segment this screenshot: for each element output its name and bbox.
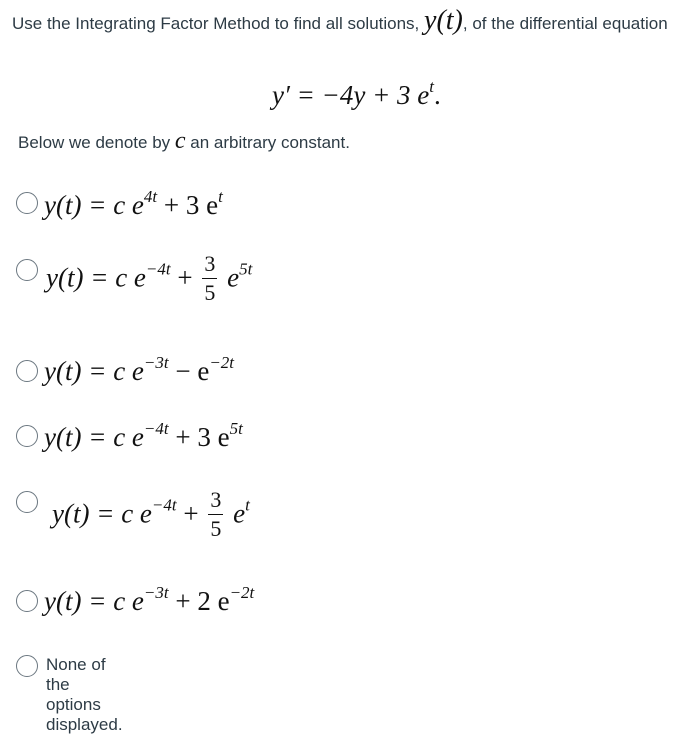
option-5-exp1: −4t: [151, 495, 177, 515]
option-2-tail: e: [220, 262, 240, 293]
option-6-exp1: −3t: [143, 583, 169, 602]
option-formula-5: [52, 487, 250, 542]
question-intro-before: Use the Integrating Factor Method to find all solutions,: [12, 14, 425, 33]
option-5-denominator: 5: [210, 516, 222, 541]
option-2-denominator: 5: [204, 280, 216, 305]
equation-exponent: t: [429, 77, 435, 96]
option-4-lhs: y(t) = c e: [44, 422, 144, 452]
option-6-exp2: −2t: [229, 583, 255, 602]
option-7-label: None of the options displayed.: [46, 655, 123, 734]
option-formula-1: [44, 187, 223, 221]
option-3-mid: − e: [168, 356, 210, 386]
option-4-exp2: 5t: [229, 419, 243, 438]
option-1-exp1: 4t: [143, 187, 158, 206]
radio-button-2[interactable]: [16, 259, 38, 281]
question-text: [12, 5, 696, 37]
radio-button-5[interactable]: [16, 491, 38, 513]
denote-after: an arbitrary constant.: [185, 133, 350, 152]
denote-before: Below we denote by: [18, 133, 175, 152]
option-formula-2: [46, 251, 253, 306]
option-5-numerator: 3: [208, 489, 223, 515]
option-2-fraction: [202, 253, 217, 304]
option-formula-4: [44, 419, 243, 453]
radio-button-3[interactable]: [16, 360, 38, 382]
radio-button-4[interactable]: [16, 425, 38, 447]
option-2-mid: +: [170, 262, 200, 293]
question-intro-after: , of the differential equation: [462, 14, 668, 33]
radio-button-6[interactable]: [16, 590, 38, 612]
radio-button-7[interactable]: [16, 655, 38, 677]
option-formula-3: [44, 353, 235, 387]
option-1-mid: + 3 e: [157, 190, 219, 220]
option-5-tail: e: [226, 498, 246, 529]
option-6-lhs: y(t) = c e: [44, 586, 144, 616]
option-1-exp2: t: [218, 187, 223, 206]
option-5-exp2: t: [245, 495, 250, 515]
option-3-exp2: −2t: [209, 353, 235, 372]
radio-button-1[interactable]: [16, 192, 38, 214]
equation-period: .: [434, 80, 441, 110]
option-5-lhs: y(t) = c e: [52, 498, 152, 529]
option-4-mid: + 3 e: [168, 422, 230, 452]
option-formula-6: [44, 583, 255, 617]
option-2-exp2: 5t: [239, 259, 253, 279]
option-5-mid: +: [176, 498, 206, 529]
option-3-lhs: y(t) = c e: [44, 356, 144, 386]
equation-main: y′ = −4y + 3 e: [272, 80, 430, 110]
question-function: y(t): [424, 5, 463, 36]
constant-note: [18, 128, 350, 155]
option-4-exp1: −4t: [143, 419, 169, 438]
option-5-fraction: [208, 489, 223, 540]
option-3-exp1: −3t: [143, 353, 169, 372]
option-2-lhs: y(t) = c e: [46, 262, 146, 293]
constant-variable: c: [174, 128, 186, 154]
option-1-lhs: y(t) = c e: [44, 190, 144, 220]
option-2-exp1: −4t: [145, 259, 171, 279]
option-6-mid: + 2 e: [168, 586, 230, 616]
option-2-numerator: 3: [202, 253, 217, 279]
differential-equation: [272, 77, 441, 111]
